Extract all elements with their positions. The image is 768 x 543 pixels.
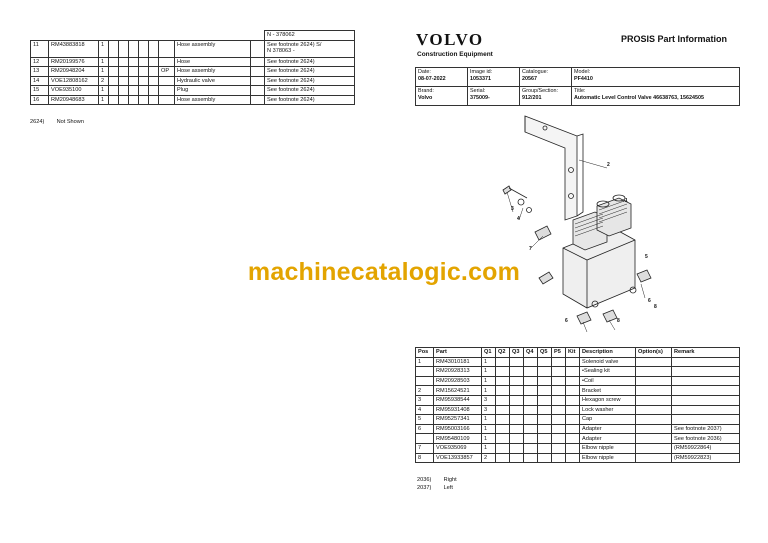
volvo-logo: VOLVO bbox=[416, 30, 484, 49]
table-row: 5 RM95257341 1 Cap bbox=[416, 415, 740, 425]
footnote-number: 2036) bbox=[417, 477, 432, 483]
image-id-field: Image id: 1053371 bbox=[468, 68, 520, 87]
watermark: machinecatalogic.com bbox=[247, 258, 521, 286]
column-header: Description bbox=[580, 348, 636, 358]
callout-label: 3 bbox=[511, 206, 514, 212]
footnotes bbox=[417, 477, 457, 493]
model-field: Model: PF4410 bbox=[572, 68, 740, 87]
column-header: Option(s) bbox=[636, 348, 672, 358]
footnote-number: 2037) bbox=[417, 485, 432, 491]
table-row: 2 RM15624521 1 Bracket bbox=[416, 386, 740, 396]
callout-label: 6 bbox=[648, 298, 651, 304]
table-row: 12 RM20199576 1 Hose See footnote 2624) bbox=[31, 57, 355, 67]
footnote bbox=[30, 119, 84, 125]
column-header: Q5 bbox=[538, 348, 552, 358]
callout-label: 6 bbox=[565, 318, 568, 324]
column-header: Q2 bbox=[496, 348, 510, 358]
footnote bbox=[417, 477, 457, 483]
description-cell: Hose assembly bbox=[175, 40, 251, 57]
table-row: 4 RM95931408 3 Lock washer bbox=[416, 405, 740, 415]
date-field: Date: 08-07-2022 bbox=[416, 68, 468, 87]
table-row: RM20928313 1 •Sealing kit bbox=[416, 367, 740, 377]
group-field: Group/Section: 912/201 bbox=[520, 87, 572, 106]
remark-cell: N - 378062 bbox=[265, 31, 355, 41]
footnote-number: 2624) bbox=[30, 119, 45, 125]
info-table bbox=[415, 67, 740, 106]
table-row: RM20928503 1 •Coil bbox=[416, 376, 740, 386]
left-parts-table bbox=[30, 30, 355, 105]
callout-label: 4 bbox=[517, 216, 520, 222]
exploded-parts-drawing bbox=[495, 108, 685, 338]
table-header-row bbox=[416, 348, 740, 358]
continuation-row bbox=[31, 31, 355, 41]
column-header: Pos bbox=[416, 348, 434, 358]
footnote-text: Right bbox=[443, 477, 457, 483]
table-row: 15 VOE935100 1 Plug See footnote 2624) bbox=[31, 86, 355, 96]
table-row bbox=[31, 40, 355, 57]
table-row: 6 RM95003166 1 Adapter See footnote 2037) bbox=[416, 424, 740, 434]
column-header: Remark bbox=[672, 348, 740, 358]
callout-label: 8 bbox=[654, 304, 657, 310]
column-header: Part bbox=[434, 348, 482, 358]
column-header: Q4 bbox=[524, 348, 538, 358]
table-row: 14 VOE12808162 2 Hydraulic valve See footnote 2624) bbox=[31, 76, 355, 86]
title-field: Title: Automatic Level Control Valve 46638763, 15624505 bbox=[572, 87, 740, 106]
company-name: Construction Equipment bbox=[417, 51, 493, 58]
kit-cell bbox=[159, 40, 175, 57]
remark-cell: See footnote 2624) S/ N 378063 - bbox=[265, 40, 355, 57]
callout-label: 7 bbox=[529, 246, 532, 252]
serial-field: Serial: 375009- bbox=[468, 87, 520, 106]
table-row: 7 VOE935069 1 Elbow nipple (RM59922864) bbox=[416, 443, 740, 453]
table-row: 16 RM20948683 1 Hose assembly See footnote 2624) bbox=[31, 95, 355, 105]
column-header: P5 bbox=[552, 348, 566, 358]
callout-label: 8 bbox=[617, 318, 620, 324]
column-header: Q1 bbox=[482, 348, 496, 358]
callout-label: 1 bbox=[625, 198, 628, 204]
q1-cell: 1 bbox=[99, 40, 109, 57]
callout-label: 2 bbox=[607, 162, 610, 168]
table-row: 13 RM20948204 1 OP Hose assembly See footnote 2624) bbox=[31, 67, 355, 77]
column-header: Q3 bbox=[510, 348, 524, 358]
pos-cell: 11 bbox=[31, 40, 49, 57]
parts-table bbox=[415, 347, 740, 463]
table-row: 8 VOE13933857 2 Elbow nipple (RM59922823) bbox=[416, 453, 740, 463]
brand-field: Brand: Volvo bbox=[416, 87, 468, 106]
table-row: 1 RM43010181 1 Solenoid valve bbox=[416, 357, 740, 367]
footnote bbox=[417, 485, 457, 491]
page-title: PROSIS Part Information bbox=[621, 34, 728, 44]
callout-label: 5 bbox=[645, 254, 648, 260]
footnote-text: Left bbox=[443, 485, 453, 491]
table-row: RM95480109 1 Adapter See footnote 2036) bbox=[416, 434, 740, 444]
column-header: Kit bbox=[566, 348, 580, 358]
part-cell: RM43883818 bbox=[49, 40, 99, 57]
table-row: 3 RM95938544 3 Hexagon screw bbox=[416, 395, 740, 405]
catalogue-field: Catalogue: 20567 bbox=[520, 68, 572, 87]
footnote-text: Not Shown bbox=[56, 119, 84, 125]
